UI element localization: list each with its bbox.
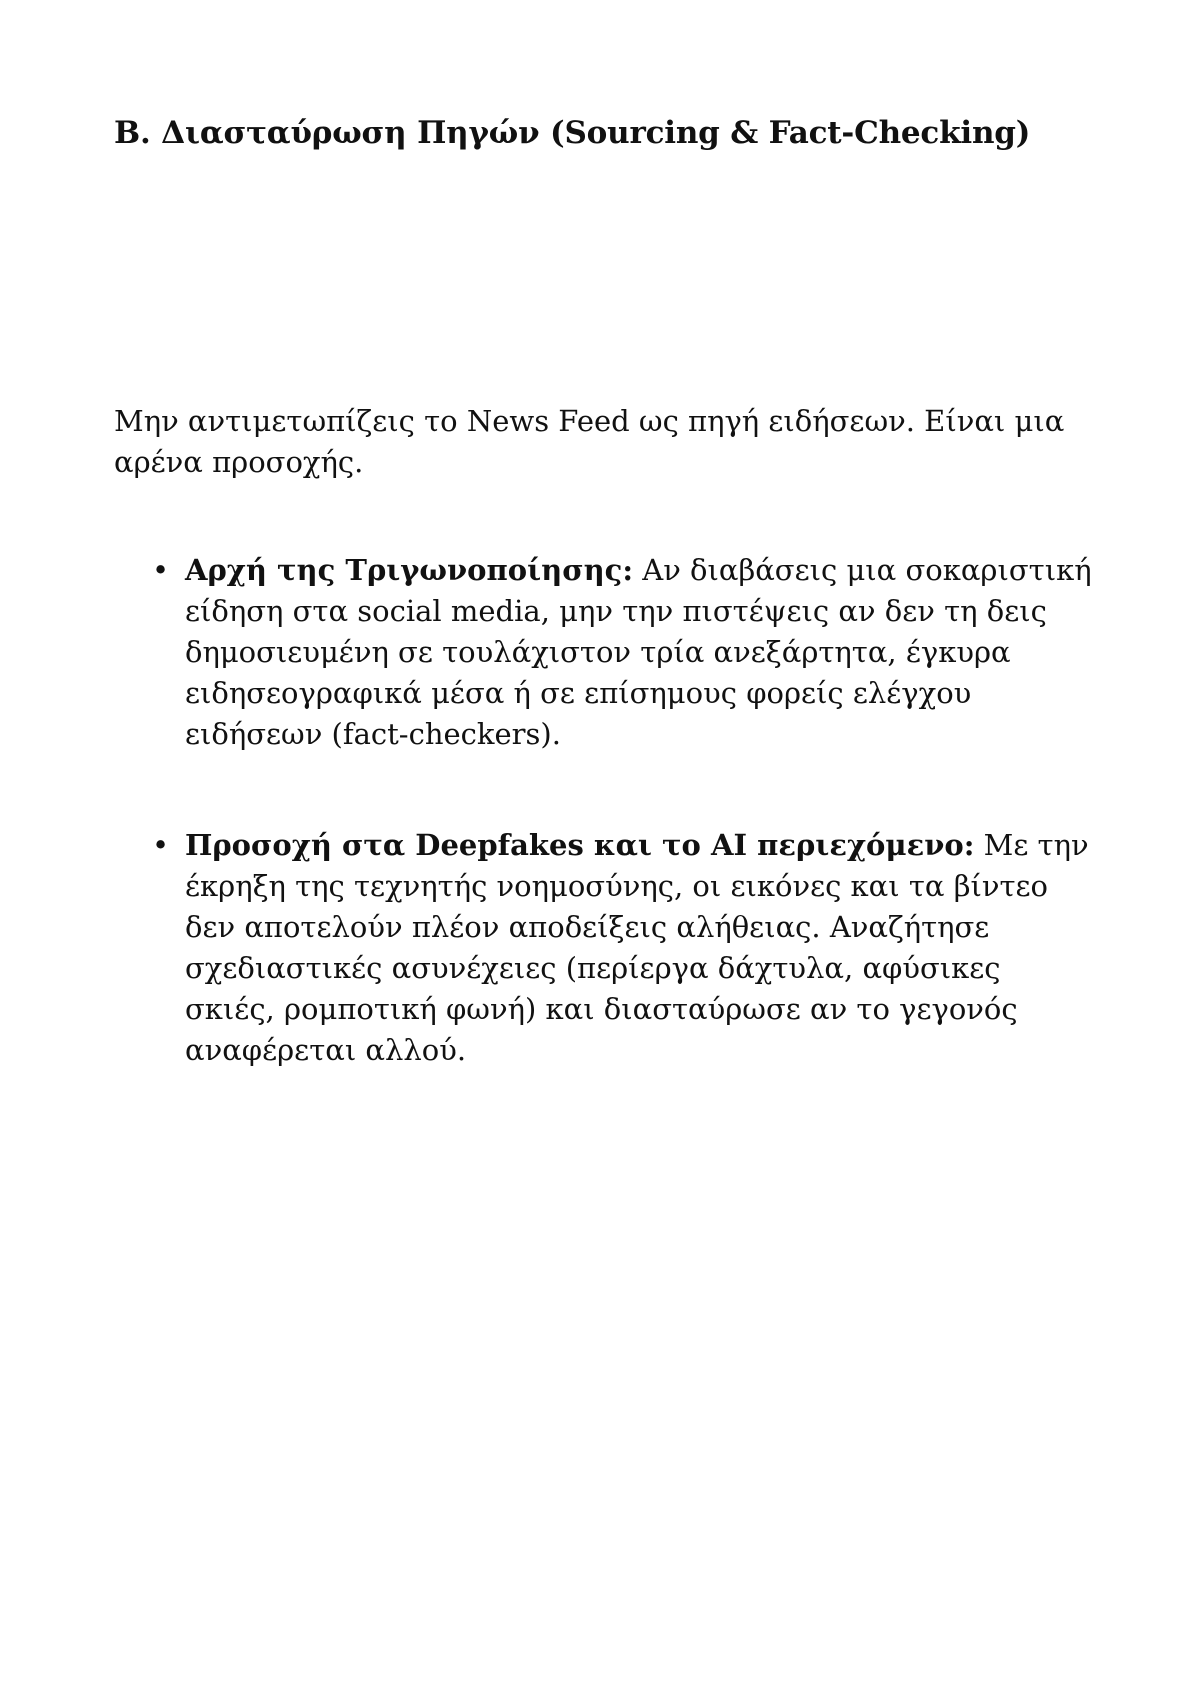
- bullet-icon: •: [152, 828, 170, 862]
- bullet-title: Αρχή της Τριγωνοποίησης:: [185, 553, 634, 587]
- bullet-text: Αν διαβάσεις μια σοκαριστική είδηση στα social media, μην την πιστέψεις αν δεν τη δεις δημοσιευμένη σε τουλάχιστον τρία ανεξάρτητα, έγκυρα ειδησεογραφικά μέσα ή σε επίσημους φορείς ελέγχου ειδήσεων (fact-checkers).: [185, 553, 1092, 751]
- bullet-item-deepfakes: [114, 825, 1094, 1071]
- bullet-icon: •: [152, 553, 170, 587]
- bullet-text: Με την έκρηξη της τεχνητής νοημοσύνης, οι εικόνες και τα βίντεο δεν αποτελούν πλέον αποδείξεις αλήθειας. Αναζήτησε σχεδιαστικές ασυνέχειες (περίεργα δάχτυλα, αφύσικες σκιές, ρομποτική φωνή) και διασταύρωσε αν το γεγονός αναφέρεται αλλού.: [185, 828, 1089, 1067]
- intro-paragraph: Μην αντιμετωπίζεις το News Feed ως πηγή ειδήσεων. Είναι μια αρένα προσοχής.: [114, 404, 1065, 479]
- section-heading: Β. Διασταύρωση Πηγών (Sourcing & Fact-Checking): [114, 115, 1031, 151]
- bullet-list: [114, 550, 1094, 1071]
- bullet-title: Προσοχή στα Deepfakes και το AI περιεχόμενο:: [185, 828, 975, 862]
- bullet-item-triangulation: [114, 550, 1094, 755]
